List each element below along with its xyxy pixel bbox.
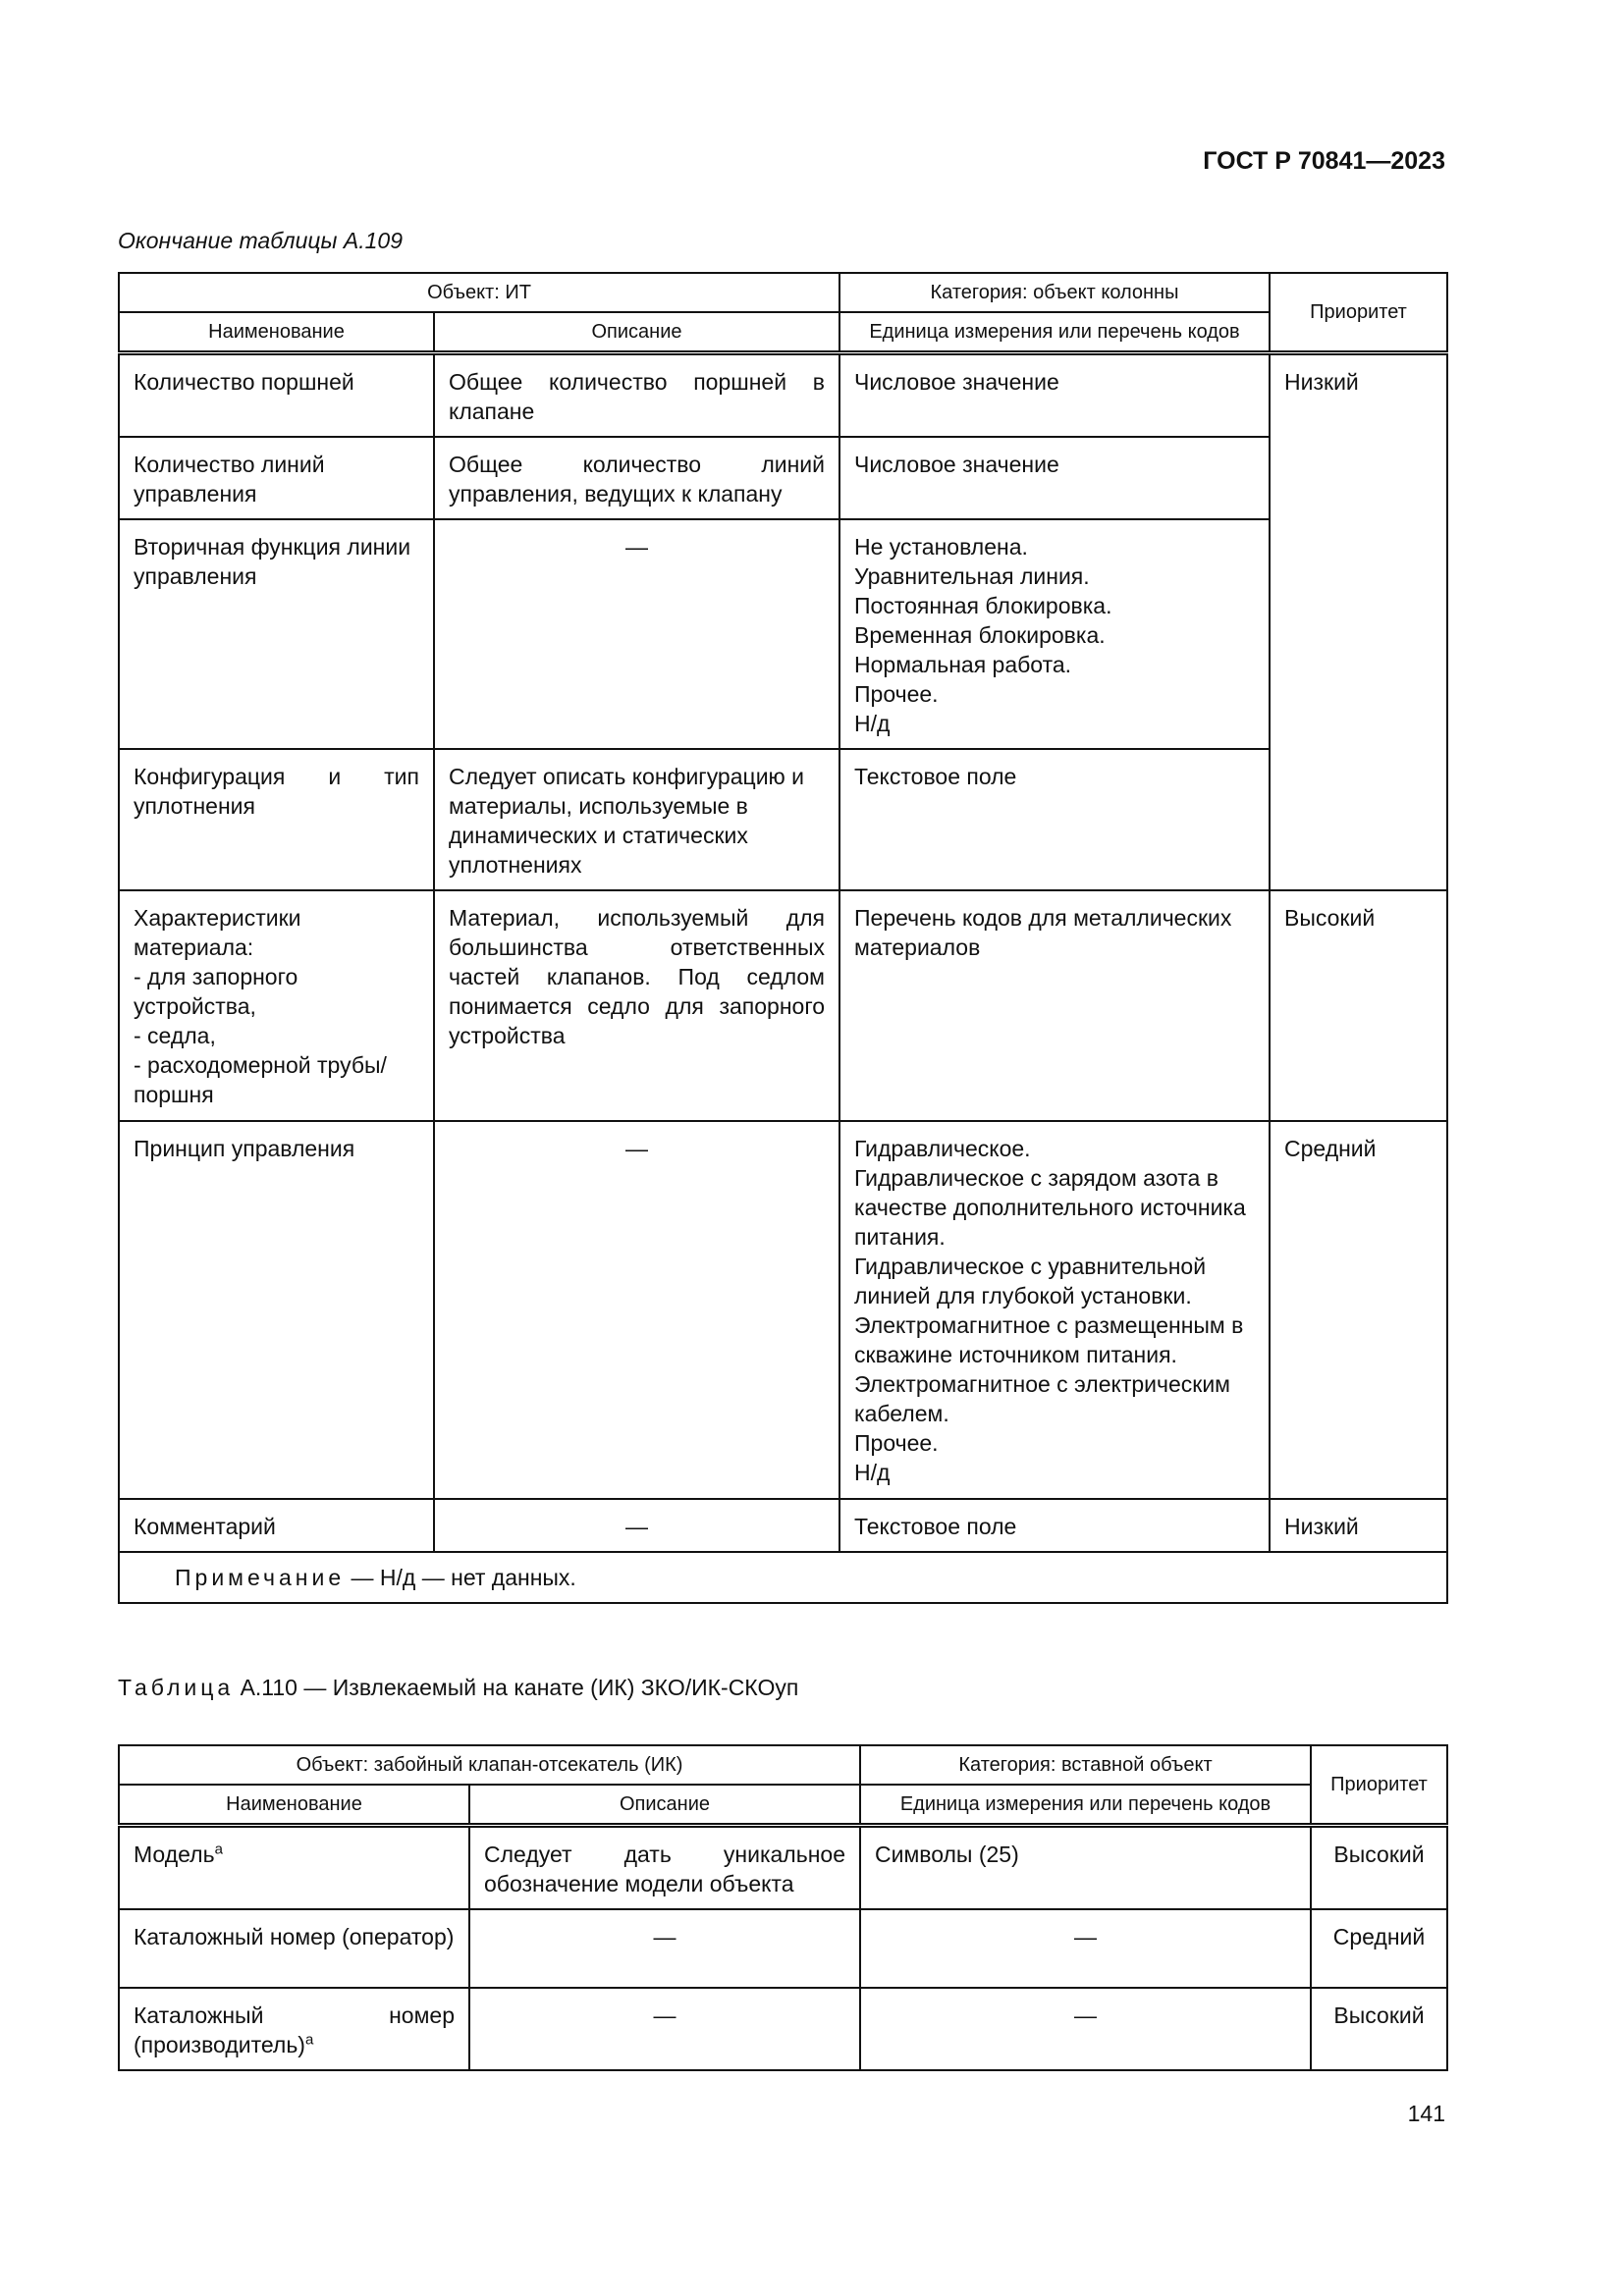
page-number: 141 <box>1407 2101 1445 2126</box>
unit-line: Электромагнитное с размещенным в скважине источником питания. <box>854 1312 1244 1367</box>
row-name: Вторичная функция линии управления <box>119 519 434 749</box>
name-line: - для запорного устройства, <box>134 964 298 1019</box>
row-priority: Высокий <box>1311 1826 1447 1910</box>
row-priority: Низкий <box>1270 353 1447 438</box>
unit-line: Нормальная работа. <box>854 652 1072 677</box>
table-row <box>119 1909 1447 1988</box>
row-name <box>119 890 434 1121</box>
row-priority <box>1270 749 1447 890</box>
unit-line: Постоянная блокировка. <box>854 593 1112 618</box>
row-description: Общее количество поршней в клапане <box>434 353 839 438</box>
description-column-header: Описание <box>469 1785 860 1826</box>
unit-line: Н/д <box>854 711 891 736</box>
table-row <box>119 353 1447 438</box>
unit-line: Прочее. <box>854 681 939 707</box>
row-description: Общее количество линий управления, ведущих к клапану <box>434 437 839 519</box>
row-name: Конфигурация и тип уплотнения <box>119 749 434 890</box>
row-unit: Числовое значение <box>839 353 1270 438</box>
row-unit <box>839 1121 1270 1499</box>
row-unit <box>839 519 1270 749</box>
row-name <box>119 1826 469 1910</box>
footnote-mark: а <box>304 2031 314 2049</box>
row-description: Материал, используемый для большинства ответственных частей клапанов. Под седлом понимается седло для запорного устройства <box>434 890 839 1121</box>
category-header: Категория: объект колонны <box>839 273 1270 312</box>
row-name: Комментарий <box>119 1499 434 1552</box>
footnote-mark: а <box>214 1841 223 1858</box>
row-priority: Высокий <box>1270 890 1447 1121</box>
row-description: — <box>434 519 839 749</box>
table-continuation-caption: Окончание таблицы А.109 <box>118 228 403 253</box>
priority-header: Приоритет <box>1270 273 1447 353</box>
name-column-header: Наименование <box>119 1785 469 1826</box>
row-description: Следует описать конфигурацию и материалы, используемые в динамических и статических уплотнениях <box>434 749 839 890</box>
row-description: — <box>469 1988 860 2070</box>
table-row <box>119 1988 1447 2070</box>
note-text: — Н/д — нет данных. <box>345 1565 576 1590</box>
row-priority: Средний <box>1270 1121 1447 1499</box>
row-name: Количество поршней <box>119 353 434 438</box>
row-unit: Перечень кодов для металлических материалов <box>839 890 1270 1121</box>
row-name: Количество линий управления <box>119 437 434 519</box>
table-row <box>119 437 1447 519</box>
row-priority <box>1270 519 1447 749</box>
table-row <box>119 1826 1447 1910</box>
row-unit: Символы (25) <box>860 1826 1311 1910</box>
row-name-text: Каталожный номер (производитель) <box>134 2002 455 2057</box>
category-header: Категория: вставной объект <box>860 1745 1311 1785</box>
object-header: Объект: ИТ <box>119 273 839 312</box>
row-priority: Низкий <box>1270 1499 1447 1552</box>
row-unit: — <box>860 1909 1311 1988</box>
row-priority: Высокий <box>1311 1988 1447 2070</box>
table-note <box>119 1552 1447 1603</box>
row-name: Принцип управления <box>119 1121 434 1499</box>
name-column-header: Наименование <box>119 312 434 353</box>
note-row <box>119 1552 1447 1603</box>
row-unit: Текстовое поле <box>839 1499 1270 1552</box>
unit-line: Гидравлическое. <box>854 1136 1031 1161</box>
unit-line: Не установлена. <box>854 534 1028 560</box>
name-line: - расходомерной трубы/поршня <box>134 1052 387 1107</box>
unit-line: Гидравлическое с зарядом азота в качестве дополнительного источника питания. <box>854 1165 1246 1250</box>
unit-column-header: Единица измерения или перечень кодов <box>860 1785 1311 1826</box>
unit-line: Электромагнитное с электрическим кабелем. <box>854 1371 1230 1426</box>
row-name-text: Модель <box>134 1842 215 1867</box>
unit-line: Прочее. <box>854 1430 939 1456</box>
row-priority <box>1270 437 1447 519</box>
table-row <box>119 519 1447 749</box>
table-a109 <box>118 272 1448 1604</box>
unit-line: Уравнительная линия. <box>854 563 1090 589</box>
row-name <box>119 1909 469 1988</box>
table-row <box>119 890 1447 1121</box>
row-name-text: Каталожный номер (оператор) <box>134 1924 455 1949</box>
table-row <box>119 749 1447 890</box>
name-line: - седла, <box>134 1023 216 1048</box>
unit-line: Временная блокировка. <box>854 622 1106 648</box>
table-row <box>119 1121 1447 1499</box>
unit-line: Гидравлическое с уравнительной линией для глубокой установки. <box>854 1254 1207 1308</box>
unit-line: Н/д <box>854 1460 891 1485</box>
object-header: Объект: забойный клапан-отсекатель (ИК) <box>119 1745 860 1785</box>
table-row <box>119 1499 1447 1552</box>
priority-header: Приоритет <box>1311 1745 1447 1826</box>
table-caption <box>118 1675 798 1701</box>
row-priority: Средний <box>1311 1909 1447 1988</box>
row-unit: Текстовое поле <box>839 749 1270 890</box>
note-label: Примечание <box>175 1565 346 1590</box>
description-column-header: Описание <box>434 312 839 353</box>
row-unit: Числовое значение <box>839 437 1270 519</box>
row-description: — <box>434 1121 839 1499</box>
unit-column-header: Единица измерения или перечень кодов <box>839 312 1270 353</box>
name-line: Характеристики материала: <box>134 905 301 960</box>
table-a110 <box>118 1744 1448 2071</box>
row-description: — <box>434 1499 839 1552</box>
row-name <box>119 1988 469 2070</box>
table-caption-word: Таблица <box>118 1675 235 1700</box>
row-unit: — <box>860 1988 1311 2070</box>
row-description: Следует дать уникальное обозначение модели объекта <box>469 1826 860 1910</box>
row-description: — <box>469 1909 860 1988</box>
table-caption-text: А.110 — Извлекаемый на канате (ИК) ЗКО/ИК-СКОуп <box>234 1675 799 1700</box>
standard-number: ГОСТ Р 70841—2023 <box>1203 147 1445 175</box>
